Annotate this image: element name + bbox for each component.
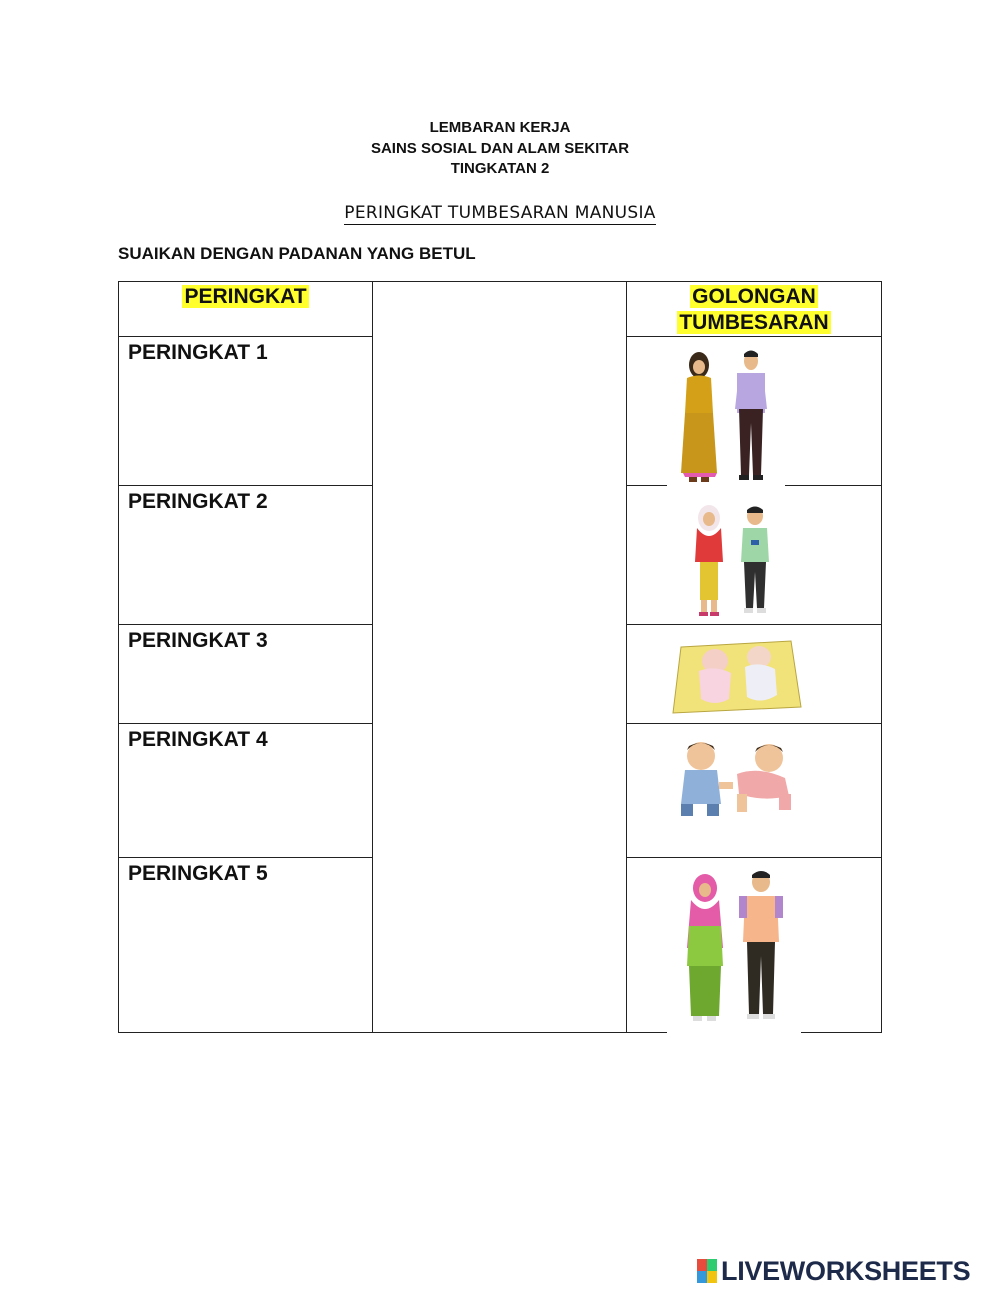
stage-cell-3 (119, 625, 373, 724)
stage-cell-1 (119, 337, 373, 486)
header-line-1: LEMBARAN KERJA (429, 119, 571, 136)
header-cell-peringkat (119, 282, 373, 337)
image-cell-4[interactable] (627, 724, 882, 858)
adult-couple-image[interactable] (667, 343, 785, 489)
header-line-3: TINGKATAN 2 (450, 160, 550, 177)
header-cell-golongan (627, 282, 882, 337)
liveworksheets-brand-text: LIVEWORKSHEETS (721, 1255, 971, 1286)
worksheet-header (0, 118, 1000, 180)
babies-image[interactable] (667, 633, 805, 719)
col-header-peringkat: PERINGKAT (184, 285, 307, 308)
teenagers-image[interactable] (667, 866, 801, 1036)
matching-area[interactable] (373, 282, 627, 1033)
image-cell-3[interactable] (627, 625, 882, 724)
instruction-text: SUAIKAN DENGAN PADANAN YANG BETUL (118, 244, 476, 263)
stage-cell-5 (119, 858, 373, 1033)
col-header-golongan: GOLONGAN (692, 285, 816, 308)
image-cell-2[interactable] (627, 486, 882, 625)
stage-label-1: PERINGKAT 1 (128, 341, 268, 364)
stage-label-3: PERINGKAT 3 (128, 629, 268, 652)
stage-cell-2 (119, 486, 373, 625)
liveworksheets-logo (697, 1257, 970, 1285)
stage-label-5: PERINGKAT 5 (128, 862, 268, 885)
subtitle-text: PERINGKAT TUMBESARAN MANUSIA (344, 203, 656, 223)
image-cell-1[interactable] (627, 337, 882, 486)
stage-label-2: PERINGKAT 2 (128, 490, 268, 513)
stage-cell-4 (119, 724, 373, 858)
header-line-2: SAINS SOSIAL DAN ALAM SEKITAR (370, 139, 630, 157)
worksheet-subtitle (0, 203, 1000, 223)
toddlers-image[interactable] (667, 738, 807, 826)
matching-table (118, 281, 882, 1033)
children-image[interactable] (667, 500, 797, 624)
liveworksheets-logo-icon (697, 1259, 717, 1283)
stage-label-4: PERINGKAT 4 (128, 728, 268, 751)
image-cell-5[interactable] (627, 858, 882, 1033)
col-header-tumbesaran: TUMBESARAN (679, 311, 829, 334)
